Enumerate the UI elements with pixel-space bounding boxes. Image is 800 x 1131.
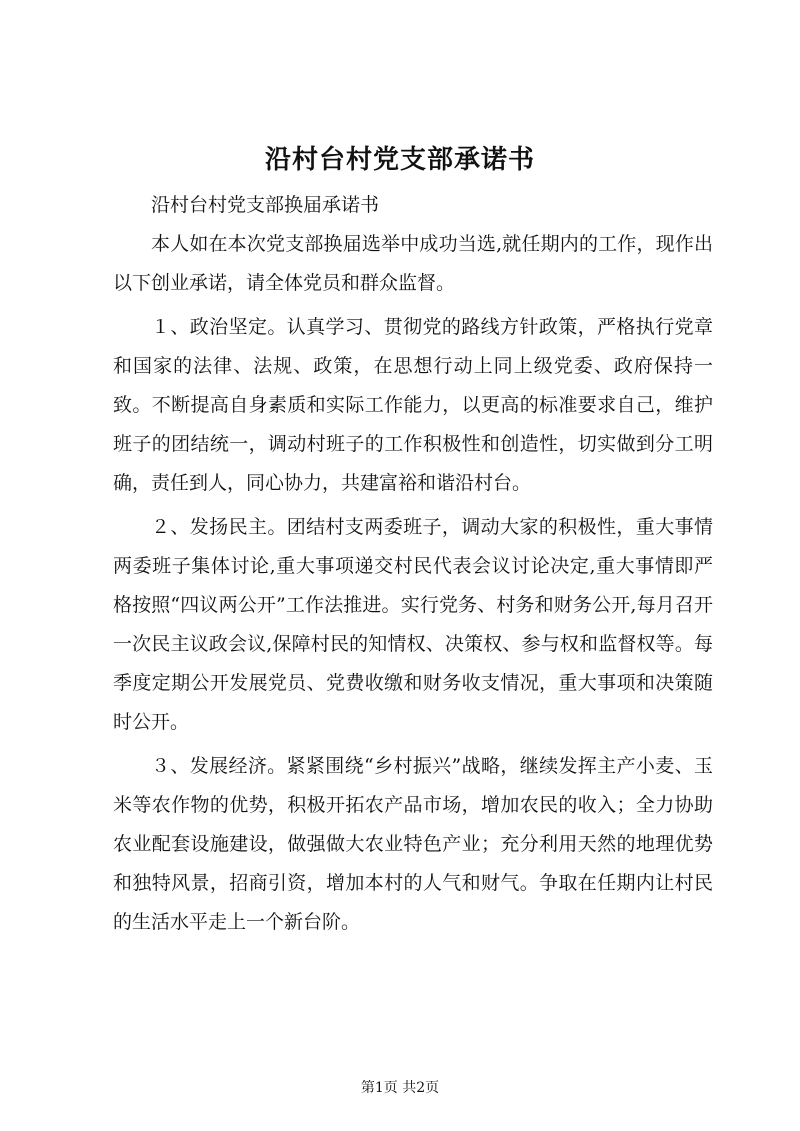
paragraph-subtitle: 沿村台村党支部换届承诺书 xyxy=(151,194,380,216)
paragraph-item-3: ３、发展经济。紧紧围绕“乡村振兴”战略，继续发挥主产小麦、玉米等农作物的优势，积极开拓农产品市场，增加农民的收入；全力协助农业配套设施建设，做强做大农业特色产业；充分利用天然的地理优势和独特风景，招商引资，增加本村的人气和财气。争取在任期内让村民的生活水平走上一个新台阶。 xyxy=(113,755,713,933)
document-body xyxy=(113,186,713,942)
paragraph-item-2: ２、发扬民主。团结村支两委班子，调动大家的积极性，重大事情两委班子集体讨论,重大事项递交村民代表会议讨论决定,重大事情即严格按照“四议两公开”工作法推进。实行党务、村务和财务公开,每月召开一次民主议政会议,保障村民的知情权、决策权、参与权和监督权等。每季度定期公开发展党员、党费收缴和财务收支情况，重大事项和决策随时公开。 xyxy=(113,516,713,733)
paragraph-intro: 本人如在本次党支部换届选举中成功当选,就任期内的工作，现作出以下创业承诺，请全体党员和群众监督。 xyxy=(113,233,713,294)
page-number-footer: 第1页 共2页 xyxy=(360,1080,440,1096)
paragraph-item-1: １、政治坚定。认真学习、贯彻党的路线方针政策，严格执行党章和国家的法律、法规、政策，在思想行动上同上级党委、政府保持一致。不断提高自身素质和实际工作能力，以更高的标准要求自己，维护班子的团结统一，调动村班子的工作积极性和创造性，切实做到分工明确，责任到人，同心协力，共建富裕和谐沿村台。 xyxy=(113,316,713,494)
document-title: 沿村台村党支部承诺书 xyxy=(264,145,535,175)
